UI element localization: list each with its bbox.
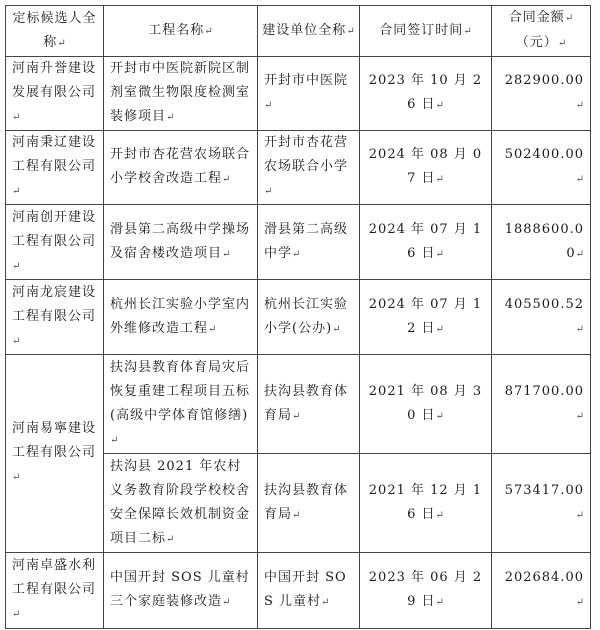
owner-name-cell: 开封市中医院↵	[258, 57, 360, 131]
contract-date-cell: 2021 年 12 月 16 日↵	[360, 454, 492, 553]
owner-name-cell: 扶沟县教育体育局↵	[258, 355, 360, 454]
contract-date-cell: 2023 年 06 月 29 日↵	[360, 553, 492, 629]
contract-amount-cell: 1888600.00↵	[492, 205, 591, 280]
owner-name-cell: 滑县第二高级中学↵	[258, 205, 360, 280]
candidate-name-cell: 河南秉辽建设工程有限公司↵	[6, 131, 104, 205]
candidate-name-cell: 河南创开建设工程有限公司↵	[6, 205, 104, 280]
project-name-cell: 中国开封 SOS 儿童村三个家庭装修改造↵	[104, 553, 258, 629]
header-contract-date: 合同签订时间↵	[360, 6, 492, 57]
project-name-cell: 扶沟县教育体育局灾后恢复重建工程项目五标(高级中学体育馆修缮)↵	[104, 355, 258, 454]
owner-name-cell: 开封市杏花营农场联合小学↵	[258, 131, 360, 205]
table-header-row	[6, 6, 591, 57]
candidate-contract-table	[5, 5, 591, 629]
contract-date-cell: 2021 年 08 月 30 日↵	[360, 355, 492, 454]
candidate-name-cell: 河南龙宸建设工程有限公司↵	[6, 280, 104, 355]
contract-amount-cell: 871700.00↵	[492, 355, 591, 454]
owner-name-cell: 扶沟县教育体育局↵	[258, 454, 360, 553]
project-name-cell: 滑县第二高级中学操场及宿舍楼改造项目↵	[104, 205, 258, 280]
contract-amount-cell: 573417.00↵	[492, 454, 591, 553]
owner-name-cell: 中国开封 SOS 儿童村↵	[258, 553, 360, 629]
contract-date-cell: 2024 年 08 月 07 日↵	[360, 131, 492, 205]
contract-amount-cell: 202684.00↵	[492, 553, 591, 629]
project-name-cell: 扶沟县 2021 年农村义务教育阶段学校校舍安全保障长效机制资金项目二标↵	[104, 454, 258, 553]
table-row	[6, 205, 591, 280]
header-candidate-name: 定标候选人全称↵	[6, 6, 104, 57]
table-row	[6, 131, 591, 205]
project-name-cell: 开封市中医院新院区制剂室微生物限度检测室装修项目↵	[104, 57, 258, 131]
table-row	[6, 57, 591, 131]
contract-date-cell: 2024 年 07 月 16 日↵	[360, 205, 492, 280]
contract-date-cell: 2023 年 10 月 26 日↵	[360, 57, 492, 131]
header-owner-name: 建设单位全称↵	[258, 6, 360, 57]
contract-date-cell: 2024 年 07 月 12 日↵	[360, 280, 492, 355]
project-name-cell: 杭州长江实验小学室内外维修改造工程↵	[104, 280, 258, 355]
table-row	[6, 355, 591, 454]
header-project-name: 工程名称↵	[104, 6, 258, 57]
candidate-name-cell: 河南卓盛水利工程有限公司↵	[6, 553, 104, 629]
candidate-name-cell: 河南升誉建设发展有限公司↵	[6, 57, 104, 131]
project-name-cell: 开封市杏花营农场联合小学校舍改造工程↵	[104, 131, 258, 205]
table-row	[6, 553, 591, 629]
contract-amount-cell: 502400.00↵	[492, 131, 591, 205]
header-contract-amount: 合同金额↵ （元）↵	[492, 6, 591, 57]
candidate-name-cell: 河南易寧建设工程有限公司↵	[6, 355, 104, 553]
table-row	[6, 280, 591, 355]
owner-name-cell: 杭州长江实验小学(公办)↵	[258, 280, 360, 355]
contract-amount-cell: 282900.00↵	[492, 57, 591, 131]
contract-amount-cell: 405500.52↵	[492, 280, 591, 355]
